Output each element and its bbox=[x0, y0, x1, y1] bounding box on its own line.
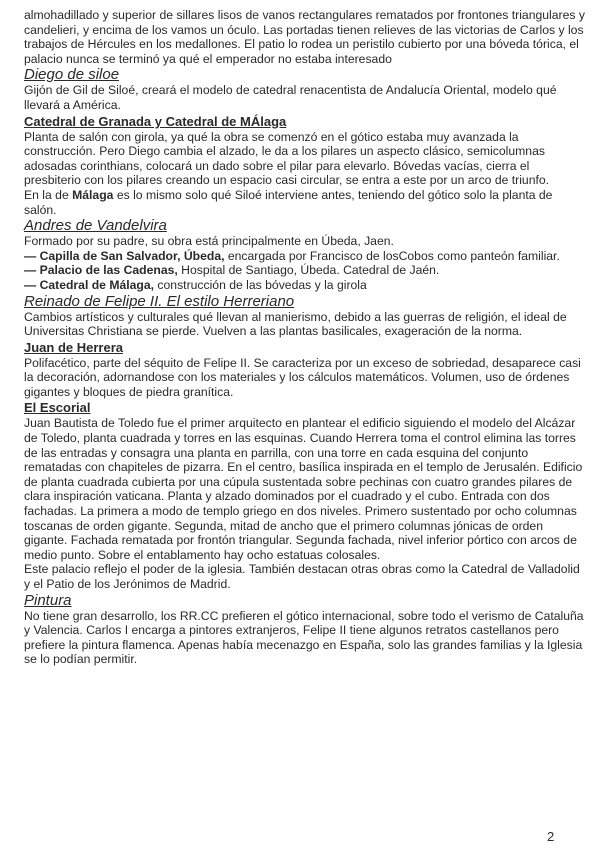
escorial-paragraph: Juan Bautista de Toledo fue el primer arquitecto en plantear el edificio siguiendo el modelo del Alcázar de Toledo, planta cuadrada y torres en las esquinas. Cuando Herrera toma el control elimina las torres de las entradas y consagra una planta en parrilla, con una torre en cada esquina del conjunto rematadas con chapiteles de pizarra. En el centro, basílica inspirada en el templo de Jerusalén. Edificio de planta cuadrada cubierta por una cúpula sustentada sobre pechinas con cuatro grandes pilares de clara inspiración vaticana. Planta y alzado dominados por el cuadrado y el cubo. Entrada con dos fachadas. La primera a modo de templo griego en dos niveles. Primero sustentado por ocho columnas toscanas de orden gigante. Segunda, mitad de ancho que el primero columnas jónicas de orden gigante. Fachada rematada por frontón triangular. Segunda fachada, nivel inferior pórtico con arcos de medio punto. Sobre el entablamento hay ocho estatuas colosales. bbox=[24, 416, 583, 562]
heading-diego-de-siloe: Diego de siloe bbox=[24, 66, 120, 84]
herrera-paragraph: Polifacético, parte del séquito de Felipe II. Se caracteriza por un exceso de sobriedad, desaparece casi la decoración, adornandose con los materiales y los cálculos matemáticos. Volumen, uso de órdenes gigantes y bloques de piedra granítica. bbox=[24, 355, 581, 399]
vandelvira-list-item bbox=[24, 263, 586, 278]
heading-catedral-granada-malaga: Catedral de Granada y Catedral de MÁlaga bbox=[24, 113, 287, 129]
list-item-bold: — Capilla de San Salvador, Úbeda, bbox=[24, 248, 225, 263]
vandelvira-list-item bbox=[24, 249, 586, 264]
document-page bbox=[24, 8, 586, 667]
siloe-paragraph: Gijón de Gil de Siloé, creará el modelo de catedral renacentista de Andalucía Oriental, modelo qué llevará a América. bbox=[24, 83, 557, 112]
vandelvira-list-item bbox=[24, 278, 586, 293]
pintura-paragraph: No tiene gran desarrollo, los RR.CC prefieren el gótico internacional, sobre todo el verismo de Cataluña y Valencia. Carlos I encarga a pintores extranjeros, Felipe II tiene algunos retratos castellanos pero prefiere la pintura flamenca. Apenas había mecenazgo en España, solo las grandes familias y la Iglesia se lo podían permitir. bbox=[24, 608, 584, 667]
list-item-text: construcción de las bóvedas y la girola bbox=[154, 277, 367, 292]
heading-reinado-felipe-ii: Reinado de Felipe II. El estilo Herreriano bbox=[24, 292, 295, 310]
heading-pintura: Pintura bbox=[24, 591, 72, 609]
malaga-rest: es lo mismo solo qué Siloé interviene antes, teniendo del gótico solo la planta de salón. bbox=[24, 187, 553, 217]
malaga-bold: Málaga bbox=[72, 187, 114, 202]
heading-juan-de-herrera: Juan de Herrera bbox=[24, 339, 123, 355]
list-item-bold: — Catedral de Málaga, bbox=[24, 277, 155, 292]
felipe-paragraph: Cambios artísticos y culturales qué llevan al manierismo, debido a las guerras de religión, el ideal de Universitas Christiana se pierde. Vuelven a las plantas basilicales, exageración de la norma. bbox=[24, 309, 567, 339]
escorial-paragraph-2: Este palacio reflejo el poder de la iglesia. También destacan otras obras como la Catedral de Valladolid y el Patio de los Jerónimos de Madrid. bbox=[24, 562, 580, 591]
intro-paragraph: almohadillado y superior de sillares lisos de vanos rectangulares rematados por frontones triangulares y candelieri, y encima de los vamos un óculo. Las portadas tienen relieves de las victorias de Carlos y los trabajos de Hércules en los medallones. El patio lo rodea un peristilo cubierto por una bóveda tórica, el palacio nunca se terminó ya qué el emperador no estaba interesado bbox=[24, 8, 585, 66]
list-item-bold: — Palacio de las Cadenas, bbox=[24, 263, 178, 278]
heading-el-escorial: El Escorial bbox=[24, 400, 91, 416]
heading-andres-de-vandelvira: Andres de Vandelvira bbox=[24, 217, 167, 235]
page-number: 2 bbox=[547, 829, 555, 844]
catedral-paragraph: Planta de salón con girola, ya qué la obra se comenzó en el gótico estaba muy avanzada la construcción. Pero Diego cambia el alzado, le da a los pilares un aspecto clásico, semicolumnas adosadas corinthians, colocará un dado sobre el pilar para elevarlo. Bóvedas vacías, cierra el presbiterio con los pilares creando un espacio casi circular, se entra a este por un arco de triunfo. bbox=[24, 129, 550, 188]
list-item-text: encargada por Francisco de losCobos como panteón familiar. bbox=[224, 248, 560, 263]
malaga-paragraph bbox=[24, 188, 586, 217]
list-item-text: Hospital de Santiago, Úbeda. Catedral de Jaén. bbox=[177, 263, 440, 278]
malaga-prefix: En la de bbox=[24, 187, 73, 202]
vandelvira-paragraph: Formado por su padre, su obra está principalmente en Úbeda, Jaen. bbox=[24, 234, 394, 249]
